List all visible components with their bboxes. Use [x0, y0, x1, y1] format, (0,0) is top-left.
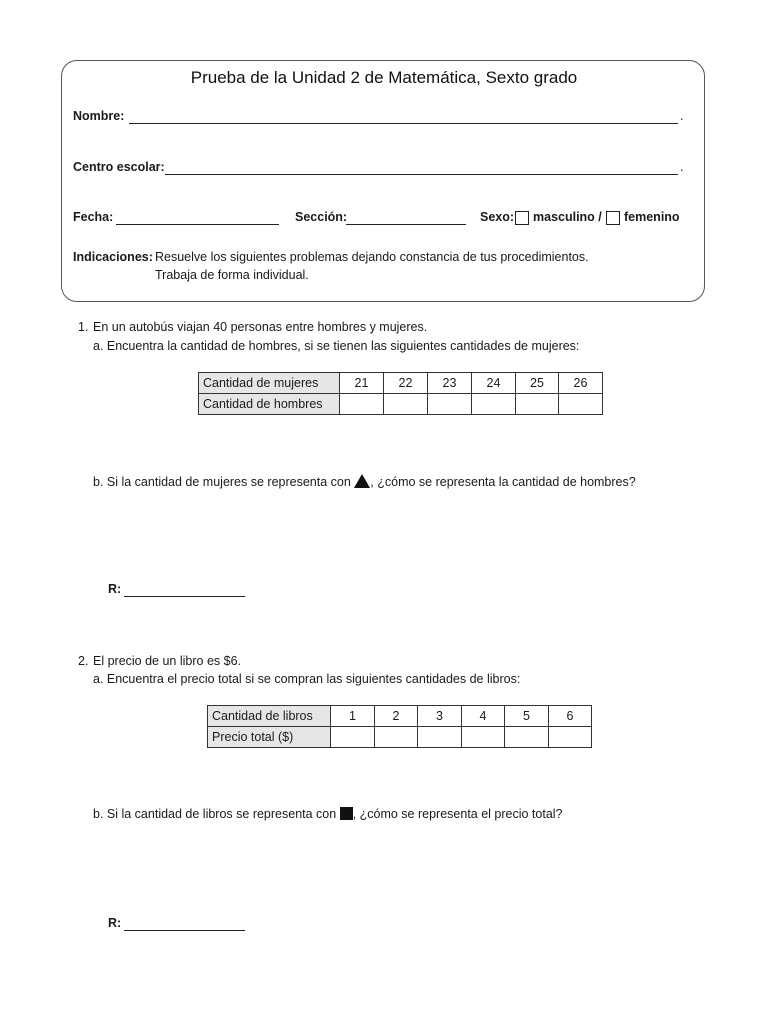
- page-title: Prueba de la Unidad 2 de Matemática, Sexto grado: [190, 68, 578, 87]
- q1-table-row-women: [199, 373, 603, 394]
- q2-table-row-books: [208, 706, 592, 727]
- q1-men-header: Cantidad de hombres: [199, 394, 340, 415]
- q2-books-value: 2: [375, 706, 418, 727]
- instructions-line-1: Resuelve los siguientes problemas dejando constancia de tus procedimientos.: [155, 250, 589, 264]
- q2-books-value: 3: [418, 706, 462, 727]
- q2-part-b-question: , ¿cómo se representa el precio total?: [352, 807, 563, 821]
- instructions-label: Indicaciones:: [73, 250, 153, 264]
- q2-table: [207, 705, 592, 748]
- q1-men-answer-cell[interactable]: [516, 394, 559, 415]
- q2-books-value: 4: [462, 706, 505, 727]
- q1-part-a: a. Encuentra la cantidad de hombres, si se tienen las siguientes cantidades de mujeres:: [93, 339, 580, 353]
- q1-text: En un autobús viajan 40 personas entre hombres y mujeres.: [93, 320, 428, 334]
- school-label: Centro escolar:: [73, 160, 165, 174]
- q2-number: 2.: [78, 654, 89, 668]
- q2-part-b-text: b. Si la cantidad de libros se representa con: [93, 807, 337, 821]
- q2-books-value: 6: [549, 706, 592, 727]
- q1-women-value: 24: [472, 373, 516, 394]
- sex-label: Sexo:: [480, 210, 515, 224]
- q1-men-answer-cell[interactable]: [340, 394, 384, 415]
- male-label: masculino /: [533, 210, 602, 224]
- q2-text: El precio de un libro es $6.: [93, 654, 242, 668]
- school-field[interactable]: [165, 174, 678, 175]
- name-period: .: [680, 109, 684, 123]
- q1-table: [198, 372, 603, 415]
- q2-part-a: a. Encuentra el precio total si se compran las siguientes cantidades de libros:: [93, 672, 521, 686]
- header-box: [61, 60, 705, 302]
- q1-men-answer-cell[interactable]: [472, 394, 516, 415]
- q1-table-row-men: [199, 394, 603, 415]
- q1-men-answer-cell[interactable]: [428, 394, 472, 415]
- q1-men-answer-cell[interactable]: [559, 394, 603, 415]
- q2-price-header: Precio total ($): [208, 727, 331, 748]
- school-period: .: [680, 160, 684, 174]
- q1-part-b-text: b. Si la cantidad de mujeres se representa con: [93, 475, 351, 489]
- q2-books-header: Cantidad de libros: [208, 706, 331, 727]
- instructions-line-2: Trabaja de forma individual.: [155, 268, 309, 282]
- date-field[interactable]: [116, 224, 279, 225]
- q2-price-answer-cell[interactable]: [549, 727, 592, 748]
- q1-women-value: 23: [428, 373, 472, 394]
- q1-part-b: [93, 474, 636, 489]
- name-label: Nombre:: [73, 109, 125, 123]
- q2-price-answer-cell[interactable]: [375, 727, 418, 748]
- female-label: femenino: [624, 210, 680, 224]
- q2-price-answer-cell[interactable]: [331, 727, 375, 748]
- q2-books-value: 1: [331, 706, 375, 727]
- q2-books-value: 5: [505, 706, 549, 727]
- section-label: Sección:: [295, 210, 348, 224]
- q1-answer-field[interactable]: [124, 596, 245, 597]
- q2-answer-field[interactable]: [124, 930, 245, 931]
- q1-women-value: 26: [559, 373, 603, 394]
- q1-answer-label: R:: [108, 582, 122, 596]
- q2-table-row-price: [208, 727, 592, 748]
- q2-price-answer-cell[interactable]: [505, 727, 549, 748]
- q1-men-answer-cell[interactable]: [384, 394, 428, 415]
- section-field[interactable]: [346, 224, 466, 225]
- q1-number: 1.: [78, 320, 89, 334]
- q1-women-value: 22: [384, 373, 428, 394]
- male-checkbox[interactable]: [515, 211, 529, 225]
- q2-answer-label: R:: [108, 916, 122, 930]
- q1-part-b-question: , ¿cómo se representa la cantidad de hombres?: [370, 475, 636, 489]
- square-icon: [340, 807, 353, 820]
- q1-women-value: 25: [516, 373, 559, 394]
- date-label: Fecha:: [73, 210, 114, 224]
- female-checkbox[interactable]: [606, 211, 620, 225]
- q2-price-answer-cell[interactable]: [462, 727, 505, 748]
- triangle-icon: [354, 474, 370, 488]
- q2-price-answer-cell[interactable]: [418, 727, 462, 748]
- name-field[interactable]: [129, 123, 678, 124]
- q2-part-b: [93, 807, 563, 821]
- q1-women-header: Cantidad de mujeres: [199, 373, 340, 394]
- q1-women-value: 21: [340, 373, 384, 394]
